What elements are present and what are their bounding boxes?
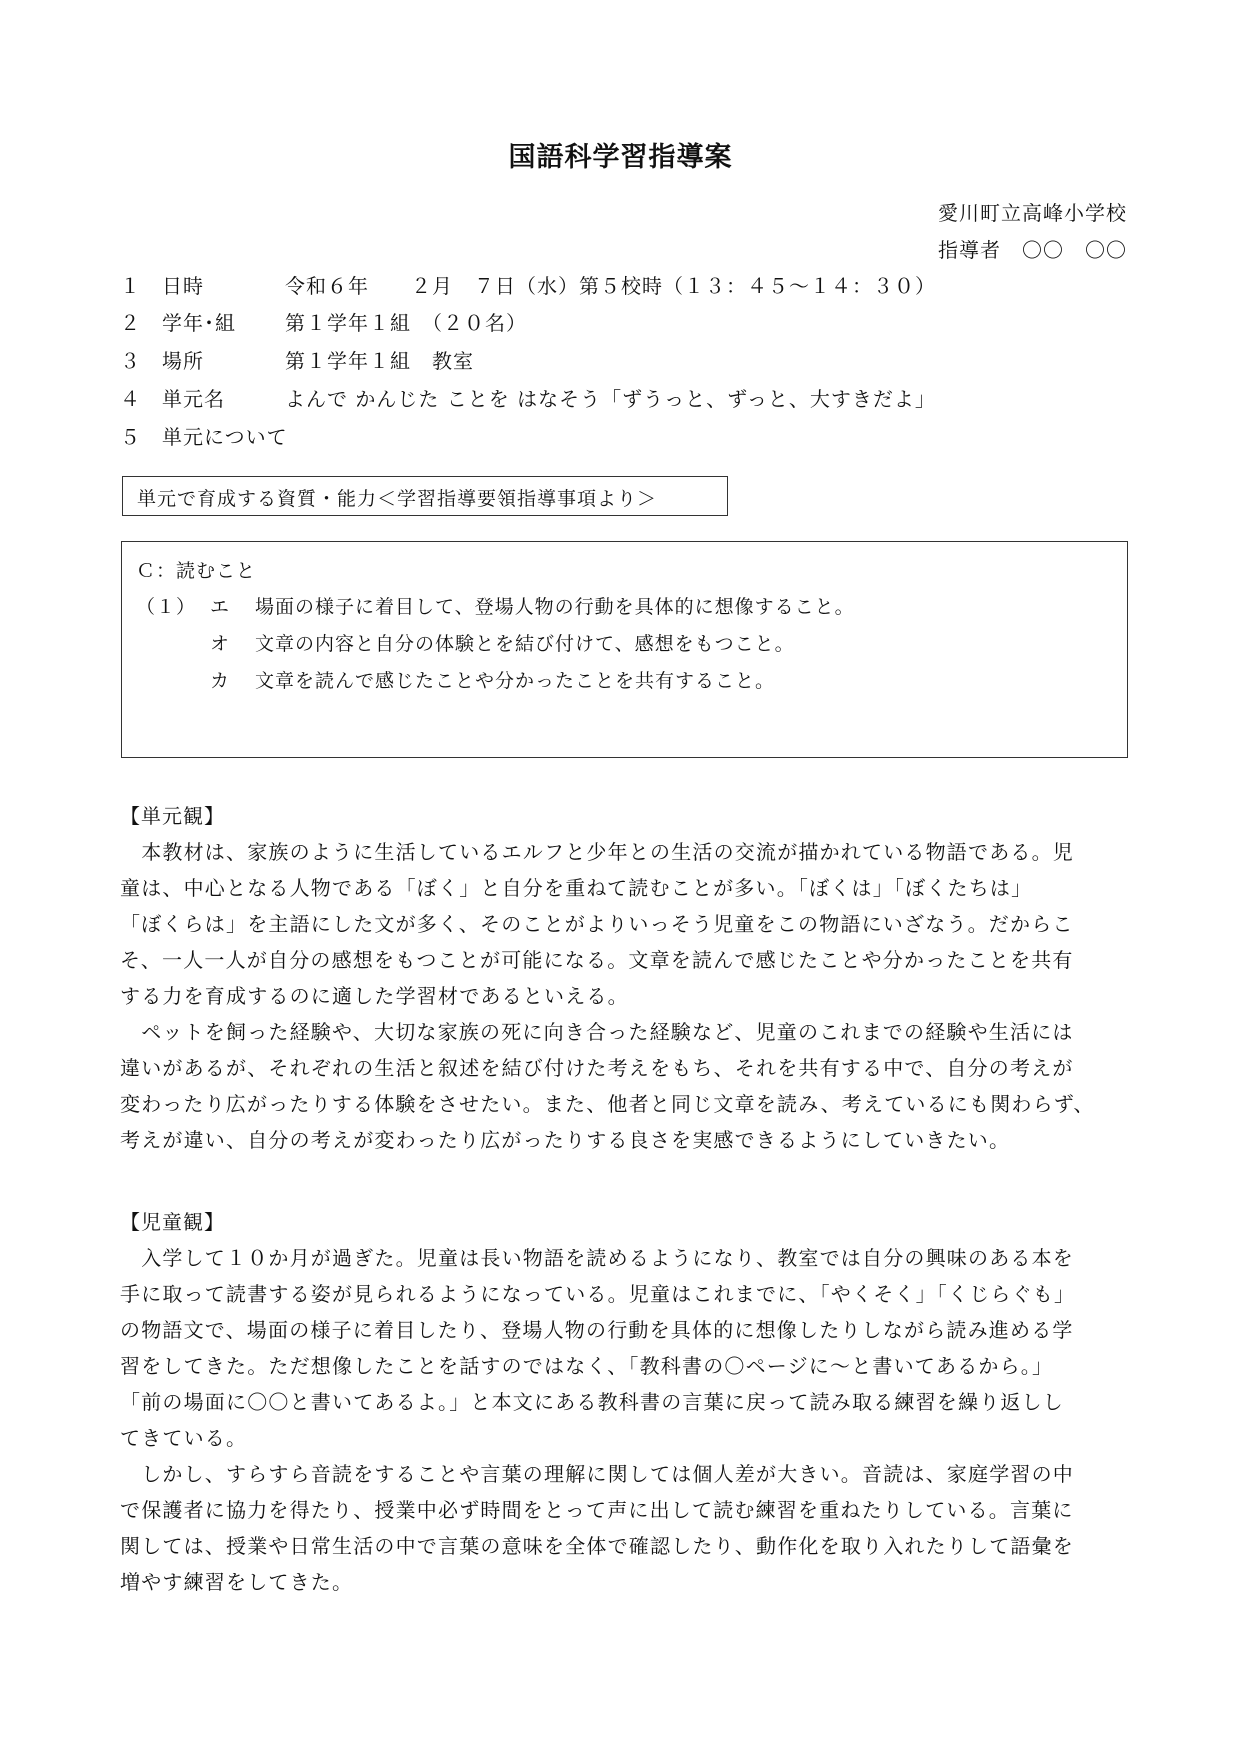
info-number: ２ bbox=[120, 311, 141, 335]
competency-box-title: 単元で育成する資質・能力＜学習指導要領指導事項より＞ bbox=[122, 476, 728, 516]
text-line: 考えが違い、自分の考えが変わったり広がったりする良さを実感できるようにしていきたい。 bbox=[120, 1128, 1011, 1152]
competency-item-mark: オ bbox=[210, 633, 231, 655]
info-value: よんで かんじた ことを はなそう「ずうっと、ずっと、大すきだよ」 bbox=[285, 387, 936, 411]
competency-box bbox=[121, 541, 1128, 758]
text-line: 本教材は、家族のように生活しているエルフと少年との生活の交流が描かれている物語である。児 bbox=[120, 840, 1074, 864]
teacher-name: 指導者 〇〇 〇〇 bbox=[938, 238, 1127, 262]
text-line: 違いがあるが、それぞれの生活と叙述を結び付けた考えをもち、それを共有する中で、自分の考えが bbox=[120, 1056, 1074, 1080]
text-line: 手に取って読書する姿が見られるようになっている。児童はこれまでに、「やくそく」「くじらぐも」 bbox=[120, 1282, 1076, 1306]
info-value: 令和６年 ２月 ７日（水）第５校時（１３：４５～１４：３０） bbox=[285, 274, 936, 298]
text-line: 関しては、授業や日常生活の中で言葉の意味を全体で確認したり、動作化を取り入れたりして語彙を bbox=[120, 1534, 1074, 1558]
info-value: 第１学年１組 （２０名） bbox=[285, 311, 527, 335]
text-line: ペットを飼った経験や、大切な家族の死に向き合った経験など、児童のこれまでの経験や生活には bbox=[120, 1020, 1074, 1044]
student-view-heading: 【児童観】 bbox=[120, 1210, 225, 1234]
info-number: ３ bbox=[120, 349, 141, 373]
text-line: 「ぼくらは」を主語にした文が多く、そのことがよりいっそう児童をこの物語にいざなう。だからこ bbox=[120, 912, 1074, 936]
document-title: 国語科学習指導案 bbox=[508, 142, 733, 173]
info-number: ５ bbox=[120, 425, 141, 449]
text-line: で保護者に協力を得たり、授業中必ず時間をとって声に出して読む練習を重ねたりしている。言葉に bbox=[120, 1498, 1074, 1522]
text-line: そ、一人一人が自分の感想をもつことが可能になる。文章を読んで感じたことや分かったことを共有 bbox=[120, 948, 1074, 972]
info-label: 場所 bbox=[162, 349, 204, 373]
text-line: 増やす練習をしてきた。 bbox=[120, 1570, 354, 1594]
text-line: てきている。 bbox=[120, 1426, 248, 1450]
info-label: 学年･組 bbox=[162, 311, 236, 335]
text-line: する力を育成するのに適した学習材であるといえる。 bbox=[120, 984, 629, 1008]
info-value: 第１学年１組 教室 bbox=[285, 349, 474, 373]
text-line: 童は、中心となる人物である「ぼく」と自分を重ねて読むことが多い。「ぼくは」「ぼくたちは」 bbox=[120, 876, 1033, 900]
text-line: 習をしてきた。ただ想像したことを話すのではなく、「教科書の〇ページに～と書いてあるから。」 bbox=[120, 1354, 1054, 1378]
text-line: の物語文で、場面の様子に着目したり、登場人物の行動を具体的に想像したりしながら読み進める学 bbox=[120, 1318, 1074, 1342]
school-name: 愛川町立高峰小学校 bbox=[938, 201, 1127, 225]
info-number: ４ bbox=[120, 387, 141, 411]
info-number: １ bbox=[120, 274, 141, 298]
competency-category: Ｃ：読むこと bbox=[136, 560, 257, 582]
text-line: 変わったり広がったりする体験をさせたい。また、他者と同じ文章を読み、考えているにも関わらず、 bbox=[120, 1092, 1095, 1116]
competency-item-text: 文章の内容と自分の体験とを結び付けて、感想をもつこと。 bbox=[255, 633, 795, 655]
text-line: 入学して１０か月が過ぎた。児童は長い物語を読めるようになり、教室では自分の興味のある本を bbox=[120, 1246, 1074, 1270]
competency-item-mark: エ bbox=[210, 596, 231, 618]
info-label: 単元について bbox=[162, 425, 288, 449]
competency-item-text: 文章を読んで感じたことや分かったことを共有すること。 bbox=[255, 670, 776, 692]
unit-view-heading: 【単元観】 bbox=[120, 804, 225, 828]
info-label: 単元名 bbox=[162, 387, 225, 411]
student-view-text bbox=[120, 1240, 1130, 1600]
text-line: しかし、すらすら音読をすることや言葉の理解に関しては個人差が大きい。音読は、家庭学習の中 bbox=[120, 1462, 1074, 1486]
competency-item-text: 場面の様子に着目して、登場人物の行動を具体的に想像すること。 bbox=[255, 596, 855, 618]
info-label: 日時 bbox=[162, 274, 204, 298]
text-line: 「前の場面に〇〇と書いてあるよ。」と本文にある教科書の言葉に戻って読み取る練習を繰り返しし bbox=[120, 1390, 1064, 1414]
unit-view-text bbox=[120, 834, 1130, 1158]
competency-item-number: （１） bbox=[136, 596, 197, 618]
competency-item-mark: カ bbox=[210, 670, 231, 692]
